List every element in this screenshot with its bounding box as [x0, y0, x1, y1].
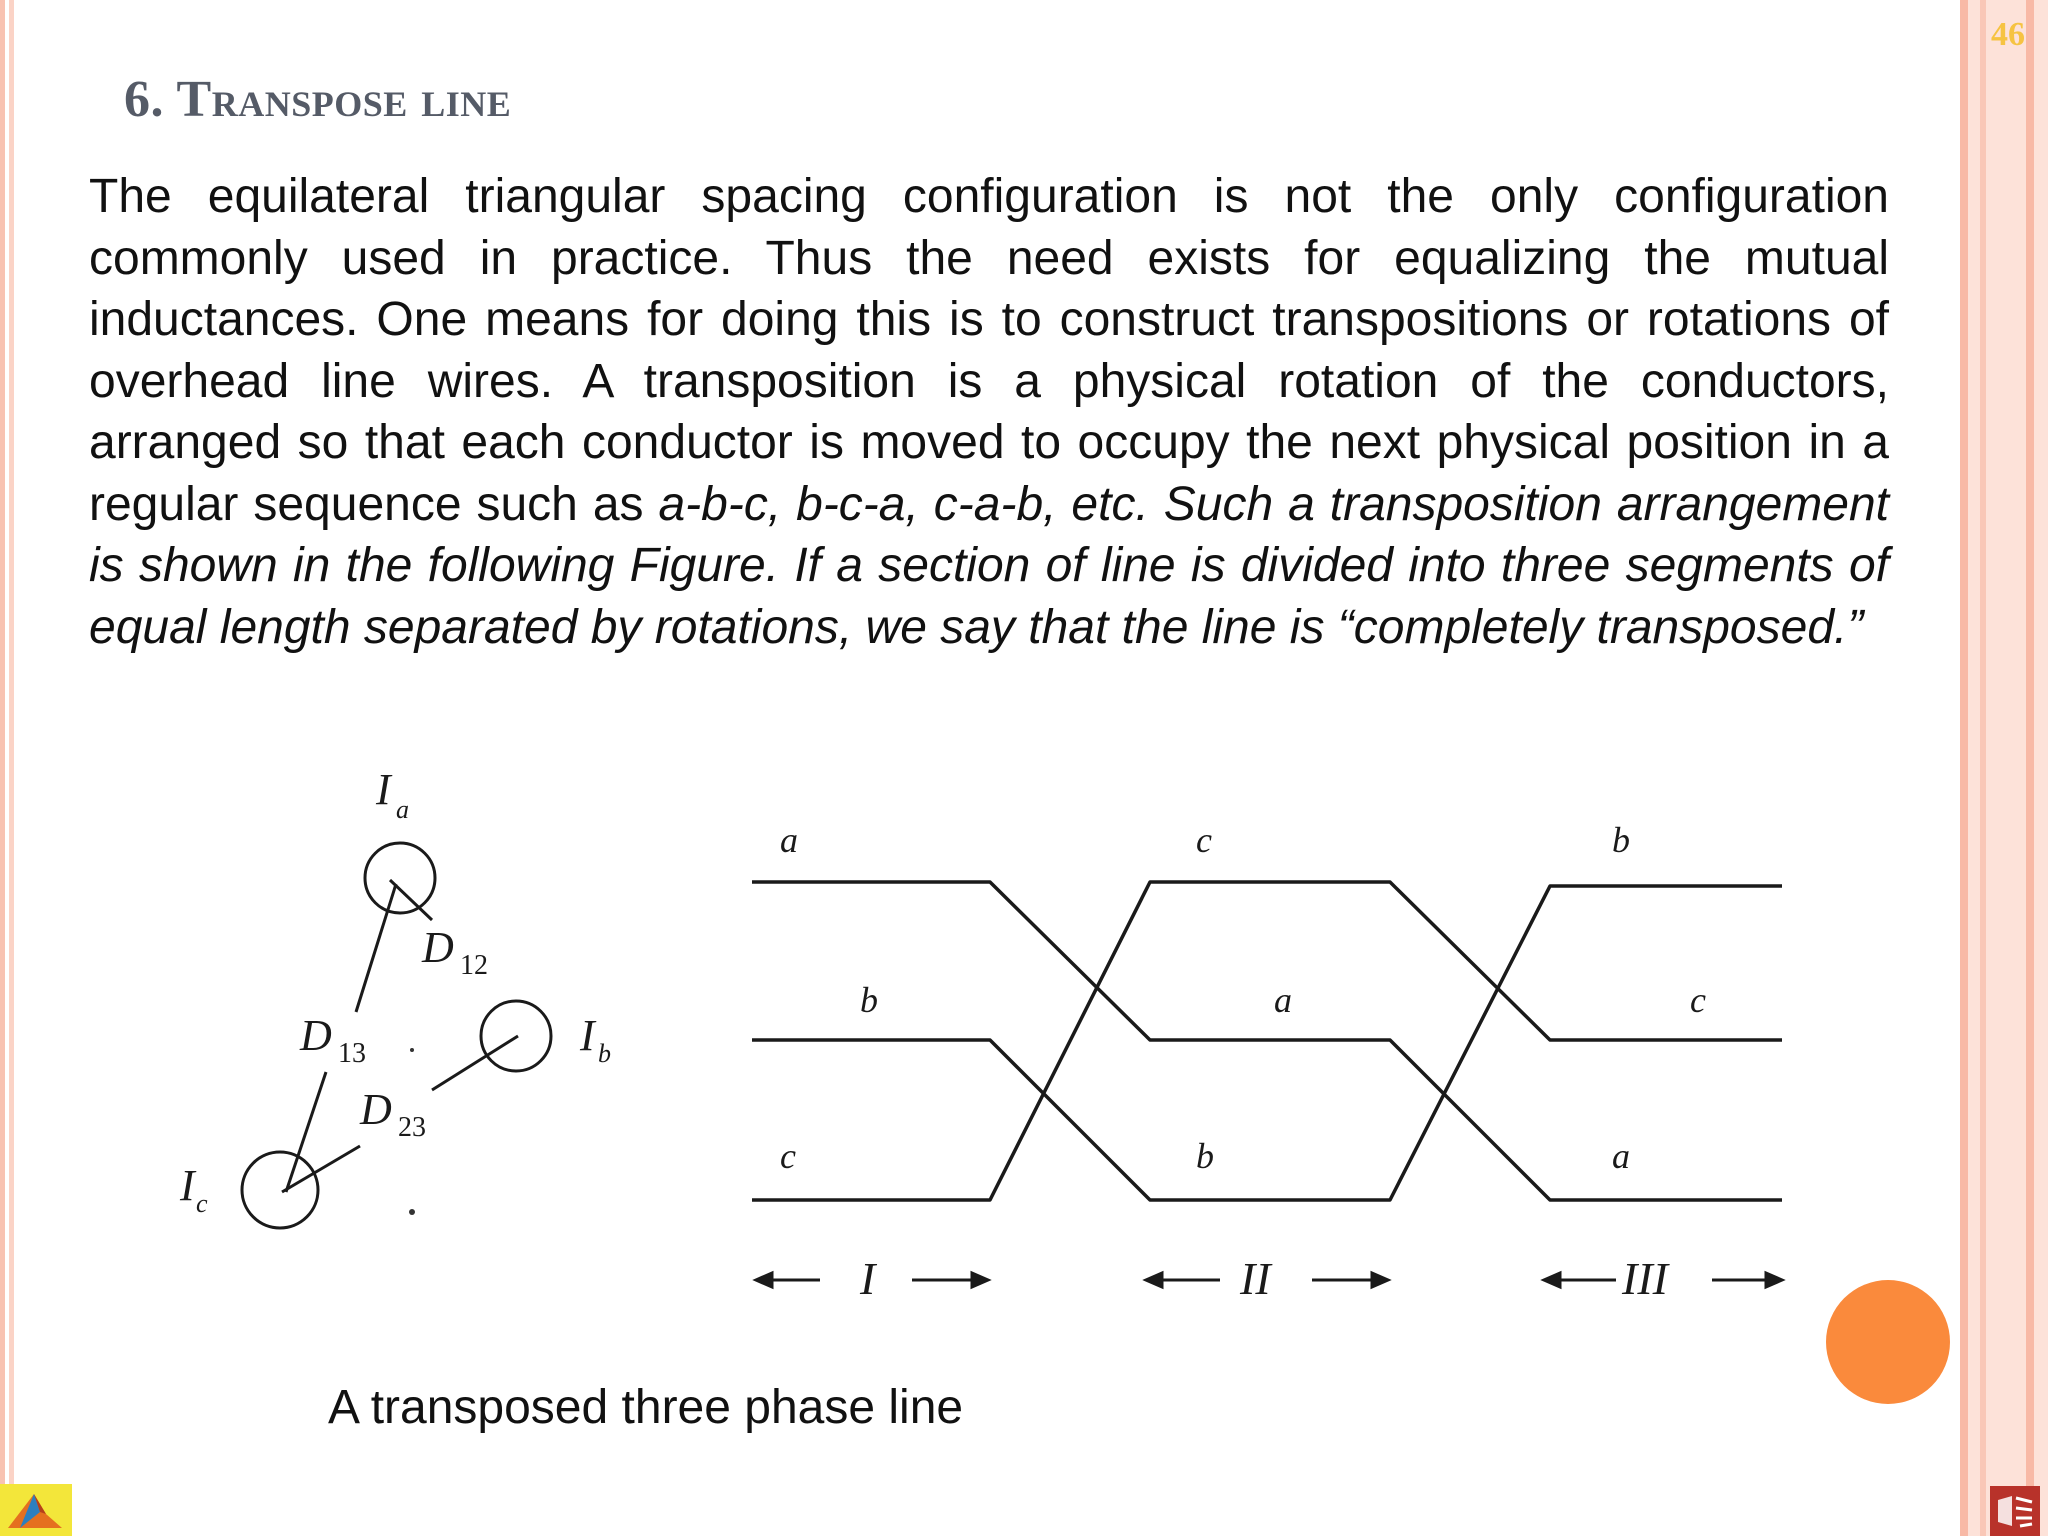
seg1-bottom-label: c: [780, 1136, 796, 1176]
seg2-bottom-label: b: [1196, 1136, 1214, 1176]
seg3-middle-label: c: [1690, 980, 1706, 1020]
seg2-middle-label: a: [1274, 980, 1292, 1020]
d13-sub: 13: [338, 1038, 366, 1069]
speck: [410, 1048, 414, 1052]
conductor-spacing-diagram: [242, 843, 551, 1228]
matlab-app-icon[interactable]: [0, 1484, 72, 1536]
body-text-italic: a-b-c, b-c-a, c-a-b, etc. Such a transposition arrangement is shown in the following Figure. If a section of line is divided into three segments of equal length separated by rotations, we say that the line is “completely transposed.”: [89, 477, 1890, 654]
current-a-text: I: [376, 765, 391, 814]
current-b-label: [579, 1011, 611, 1068]
d13-label: [299, 1011, 366, 1069]
d23-line: [432, 1036, 518, 1090]
segment-1-labels: [780, 820, 878, 1176]
university-logo-icon: [1990, 1486, 2040, 1536]
left-border-stripe: [0, 0, 5, 1536]
seg3-top-label: b: [1612, 820, 1630, 860]
current-c-sub: c: [196, 1189, 208, 1218]
transposition-figure: [160, 760, 1800, 1320]
d23-label: [359, 1085, 426, 1143]
accent-dot: [1826, 1280, 1950, 1404]
d12-sub: 12: [460, 950, 488, 981]
section-3-label: III: [1622, 1253, 1668, 1304]
d13-text: D: [300, 1011, 332, 1060]
current-b-sub: b: [598, 1039, 611, 1068]
conductor-a-circle: [365, 843, 435, 913]
body-text-plain: The equilateral triangular spacing configuration is not the only configuration commonly used in practice. Thus the need exists for equalizing the mutual inductances. One means for doing this is to construct transpositions or rotations of overhead line wires. A transposition is a physical rotation of the conductors, arranged so that each conductor is moved to occupy the next physical position in a regular sequence such as: [89, 170, 1889, 531]
current-a-label: [375, 765, 409, 824]
current-c-text: I: [180, 1161, 195, 1210]
d12-label: [421, 923, 488, 981]
segment-3-labels: [1612, 820, 1706, 1176]
speck: [409, 1209, 415, 1215]
seg3-bottom-label: a: [1612, 1136, 1630, 1176]
seg1-middle-label: b: [860, 980, 878, 1020]
section-1-label: I: [860, 1253, 876, 1304]
left-border-stripe-inner: [9, 0, 14, 1536]
d23-text: D: [360, 1085, 392, 1134]
section-2-label: II: [1240, 1253, 1271, 1304]
figure-caption: A transposed three phase line: [328, 1381, 964, 1434]
seg1-top-label: a: [780, 820, 798, 860]
current-a-sub: a: [396, 795, 409, 824]
d12-text: D: [422, 923, 454, 972]
d13-lower-line: [286, 1072, 326, 1192]
conductor-c-circle: [242, 1152, 318, 1228]
current-b-text: I: [580, 1011, 595, 1060]
seg2-top-label: c: [1196, 820, 1212, 860]
slide-number: 46: [1991, 16, 2025, 53]
body-paragraph: [89, 166, 1889, 658]
right-border-panel: [1960, 0, 2048, 1536]
d23-sub: 23: [398, 1112, 426, 1143]
slide-title: 6. Transpose line: [124, 71, 512, 128]
current-c-label: [179, 1161, 208, 1218]
segment-2-labels: [1196, 820, 1292, 1176]
